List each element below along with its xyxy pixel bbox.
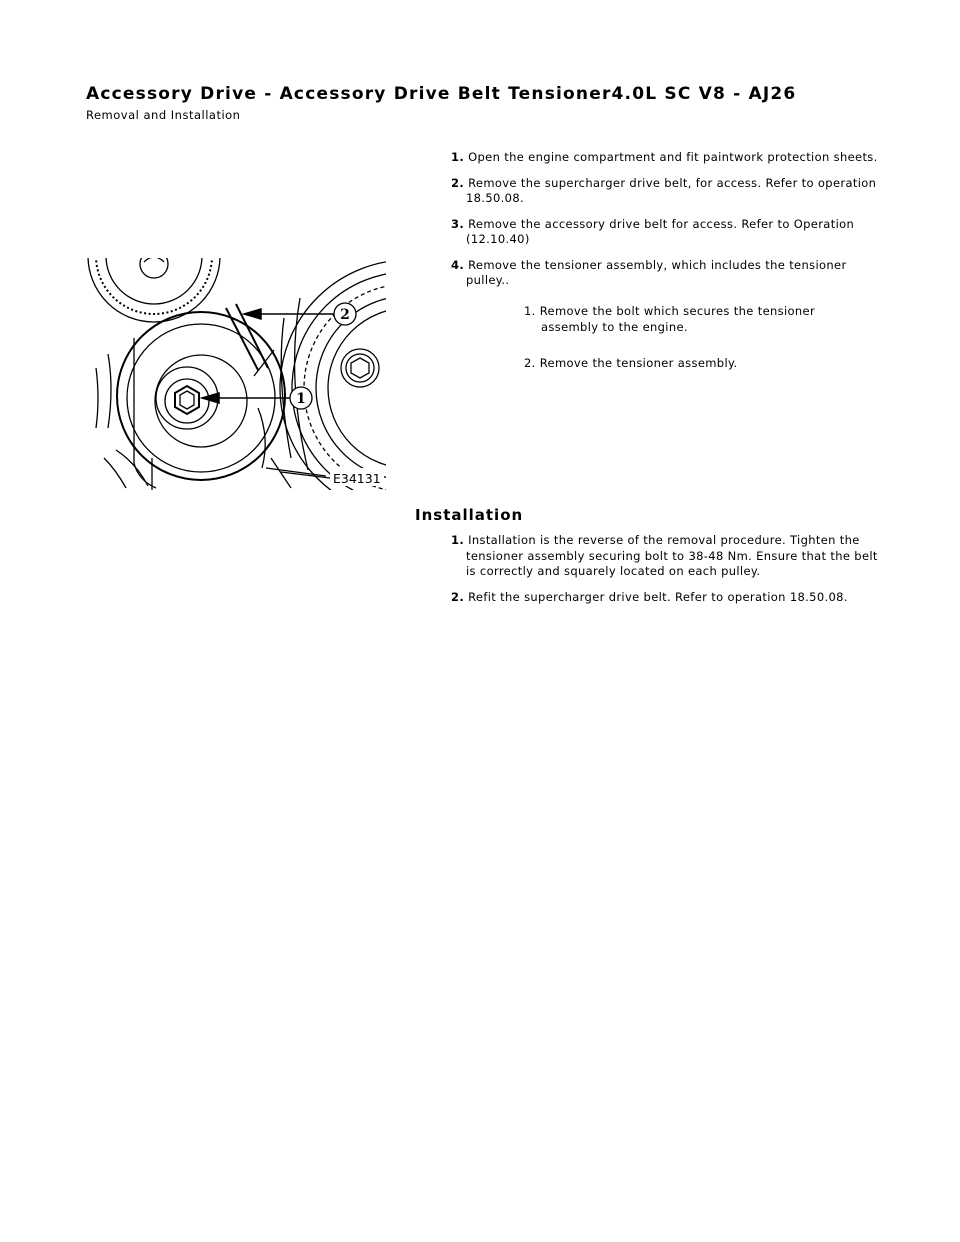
substep-number: 2. (524, 355, 536, 370)
page-title: Accessory Drive - Accessory Drive Belt Tensioner4.0L SC V8 - AJ26 (86, 84, 797, 104)
step-text: Refit the supercharger drive belt. Refer to operation 18.50.08. (468, 589, 848, 604)
substep-text: Remove the tensioner assembly. (539, 355, 738, 370)
step-number: 2. (451, 175, 465, 190)
callout-2-label: 2 (340, 307, 350, 323)
step-number: 2. (451, 589, 465, 604)
removal-step (451, 258, 881, 289)
page-subtitle: Removal and Installation (86, 108, 241, 122)
step-number: 1. (451, 150, 465, 164)
installation-step (451, 533, 881, 580)
step-text: Remove the supercharger drive belt, for access. Refer to operation 18.50.08. (466, 175, 877, 205)
step-text: Installation is the reverse of the removal procedure. Tighten the tensioner assembly securing bolt to 38-48 Nm. Ensure that the belt is correctly and squarely located on each pulley. (466, 533, 878, 578)
installation-heading: Installation (415, 506, 524, 524)
tensioner-pulley-outer (117, 312, 285, 480)
removal-substep (524, 355, 844, 371)
removal-step (451, 176, 881, 207)
supercharger-pulley-grooves (96, 258, 212, 314)
callout-1-arrow (202, 393, 219, 403)
crank-pulley-outline (280, 260, 386, 490)
step-number: 1. (451, 533, 465, 547)
removal-step (451, 150, 881, 166)
step-text: Open the engine compartment and fit paintwork protection sheets. (468, 150, 878, 164)
step-number: 3. (451, 216, 465, 231)
tensioner-illustration (86, 258, 386, 490)
removal-step (451, 217, 881, 248)
removal-substeps (524, 303, 844, 371)
tensioner-figure (86, 258, 386, 490)
figure-code: E34131 (333, 471, 381, 486)
removal-substep (524, 303, 844, 335)
step-text: Remove the tensioner assembly, which includes the tensioner pulley.. (466, 257, 847, 287)
step-number: 4. (451, 257, 465, 272)
substep-number: 1. (524, 303, 536, 318)
substep-text: Remove the bolt which secures the tensioner assembly to the engine. (539, 303, 816, 334)
installation-step (451, 590, 881, 606)
tensioner-bolt (175, 386, 199, 414)
callout-2-arrow (244, 309, 261, 319)
step-text: Remove the accessory drive belt for access. Refer to Operation (12.10.40) (466, 216, 855, 246)
callout-1-label: 1 (296, 391, 306, 407)
removal-steps (451, 150, 881, 391)
installation-steps (451, 533, 881, 615)
